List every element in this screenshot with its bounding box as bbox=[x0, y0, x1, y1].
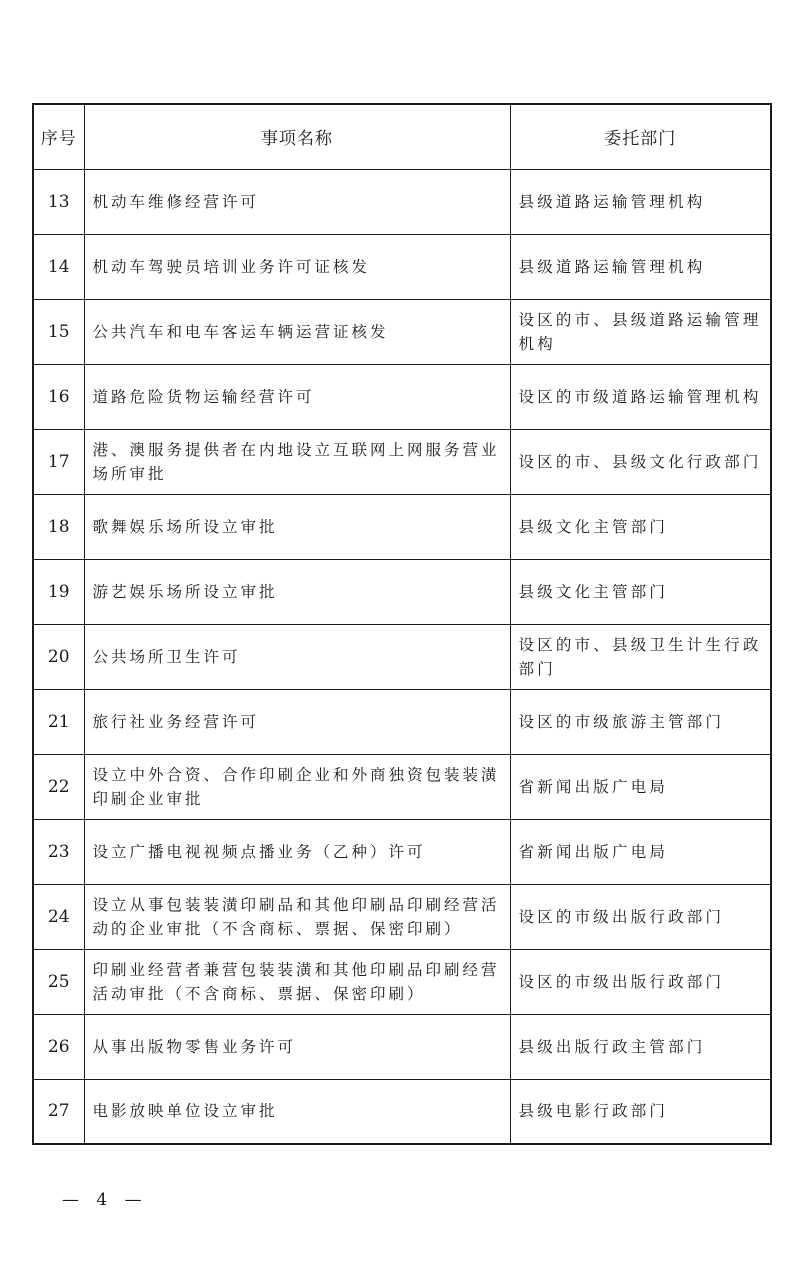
row-item-name: 机动车驾驶员培训业务许可证核发 bbox=[92, 257, 371, 276]
row-item-name-cell bbox=[84, 169, 510, 234]
row-department-cell bbox=[510, 1014, 771, 1079]
items-table bbox=[32, 103, 772, 1145]
row-department-cell bbox=[510, 299, 771, 364]
row-department-cell bbox=[510, 624, 771, 689]
row-department-cell bbox=[510, 429, 771, 494]
table-row bbox=[33, 364, 771, 429]
table-row bbox=[33, 624, 771, 689]
table-row bbox=[33, 559, 771, 624]
row-number: 25 bbox=[33, 949, 84, 1014]
row-item-name-cell bbox=[84, 624, 510, 689]
header-department: 委托部门 bbox=[510, 104, 771, 169]
row-item-name-cell bbox=[84, 1014, 510, 1079]
row-department: 县级道路运输管理机构 bbox=[518, 192, 706, 211]
row-department-cell bbox=[510, 169, 771, 234]
row-item-name: 道路危险货物运输经营许可 bbox=[92, 387, 315, 406]
row-item-name-cell bbox=[84, 364, 510, 429]
row-department: 设区的市级出版行政部门 bbox=[518, 972, 725, 991]
row-department-cell bbox=[510, 494, 771, 559]
row-number: 23 bbox=[33, 819, 84, 884]
row-department: 设区的市、县级道路运输管理机构 bbox=[518, 310, 762, 353]
table-header-row bbox=[33, 104, 771, 169]
row-department-cell bbox=[510, 949, 771, 1014]
table-row bbox=[33, 234, 771, 299]
row-number: 13 bbox=[33, 169, 84, 234]
row-item-name: 歌舞娱乐场所设立审批 bbox=[92, 517, 278, 536]
row-item-name-cell bbox=[84, 234, 510, 299]
table-body bbox=[33, 169, 771, 1144]
table-row bbox=[33, 884, 771, 949]
row-item-name-cell bbox=[84, 559, 510, 624]
row-department-cell bbox=[510, 819, 771, 884]
row-number: 14 bbox=[33, 234, 84, 299]
row-item-name: 机动车维修经营许可 bbox=[92, 192, 260, 211]
row-number: 27 bbox=[33, 1079, 84, 1144]
row-item-name: 游艺娱乐场所设立审批 bbox=[92, 582, 278, 601]
row-department-cell bbox=[510, 884, 771, 949]
row-number: 20 bbox=[33, 624, 84, 689]
table-row bbox=[33, 299, 771, 364]
row-item-name: 电影放映单位设立审批 bbox=[92, 1102, 278, 1121]
row-department: 县级文化主管部门 bbox=[518, 582, 669, 601]
row-item-name-cell bbox=[84, 884, 510, 949]
row-item-name-cell bbox=[84, 689, 510, 754]
row-department: 设区的市、县级卫生计生行政部门 bbox=[518, 635, 762, 678]
row-department: 设区的市级出版行政部门 bbox=[518, 907, 725, 926]
table-row bbox=[33, 1079, 771, 1144]
row-number: 24 bbox=[33, 884, 84, 949]
page-number: — 4 — bbox=[62, 1190, 148, 1210]
row-number: 26 bbox=[33, 1014, 84, 1079]
table-row bbox=[33, 1014, 771, 1079]
row-item-name: 公共汽车和电车客运车辆运营证核发 bbox=[92, 322, 389, 341]
row-number: 19 bbox=[33, 559, 84, 624]
row-number: 15 bbox=[33, 299, 84, 364]
table-row bbox=[33, 494, 771, 559]
row-number: 22 bbox=[33, 754, 84, 819]
row-item-name-cell bbox=[84, 819, 510, 884]
header-item-name: 事项名称 bbox=[84, 104, 510, 169]
row-number: 21 bbox=[33, 689, 84, 754]
table-row bbox=[33, 819, 771, 884]
row-item-name-cell bbox=[84, 494, 510, 559]
row-department: 设区的市、县级文化行政部门 bbox=[518, 452, 762, 471]
row-item-name-cell bbox=[84, 1079, 510, 1144]
row-item-name: 设立广播电视视频点播业务（乙种）许可 bbox=[92, 842, 426, 861]
row-department: 县级道路运输管理机构 bbox=[518, 257, 706, 276]
row-item-name-cell bbox=[84, 754, 510, 819]
row-item-name: 公共场所卫生许可 bbox=[92, 647, 241, 666]
table-row bbox=[33, 169, 771, 234]
row-item-name: 旅行社业务经营许可 bbox=[92, 712, 260, 731]
row-department-cell bbox=[510, 559, 771, 624]
row-department-cell bbox=[510, 754, 771, 819]
row-number: 18 bbox=[33, 494, 84, 559]
row-department: 县级出版行政主管部门 bbox=[518, 1037, 706, 1056]
row-item-name-cell bbox=[84, 299, 510, 364]
row-number: 16 bbox=[33, 364, 84, 429]
table-row bbox=[33, 949, 771, 1014]
row-item-name-cell bbox=[84, 429, 510, 494]
row-department-cell bbox=[510, 689, 771, 754]
row-department: 县级文化主管部门 bbox=[518, 517, 669, 536]
row-item-name: 港、澳服务提供者在内地设立互联网上网服务营业场所审批 bbox=[92, 440, 500, 483]
row-department-cell bbox=[510, 364, 771, 429]
row-item-name: 设立从事包装装潢印刷品和其他印刷品印刷经营活动的企业审批（不含商标、票据、保密印刷） bbox=[92, 895, 500, 938]
row-number: 17 bbox=[33, 429, 84, 494]
table-row bbox=[33, 689, 771, 754]
row-item-name: 印刷业经营者兼营包装装潢和其他印刷品印刷经营活动审批（不含商标、票据、保密印刷） bbox=[92, 960, 500, 1003]
row-department-cell bbox=[510, 234, 771, 299]
row-department: 县级电影行政部门 bbox=[518, 1102, 669, 1121]
row-item-name-cell bbox=[84, 949, 510, 1014]
table-row bbox=[33, 429, 771, 494]
row-department-cell bbox=[510, 1079, 771, 1144]
row-item-name: 设立中外合资、合作印刷企业和外商独资包装装潢印刷企业审批 bbox=[92, 765, 500, 808]
row-department: 设区的市级旅游主管部门 bbox=[518, 712, 725, 731]
table-row bbox=[33, 754, 771, 819]
row-item-name: 从事出版物零售业务许可 bbox=[92, 1037, 297, 1056]
row-department: 省新闻出版广电局 bbox=[518, 777, 669, 796]
header-no: 序号 bbox=[33, 104, 84, 169]
row-department: 设区的市级道路运输管理机构 bbox=[518, 387, 762, 406]
row-department: 省新闻出版广电局 bbox=[518, 842, 669, 861]
